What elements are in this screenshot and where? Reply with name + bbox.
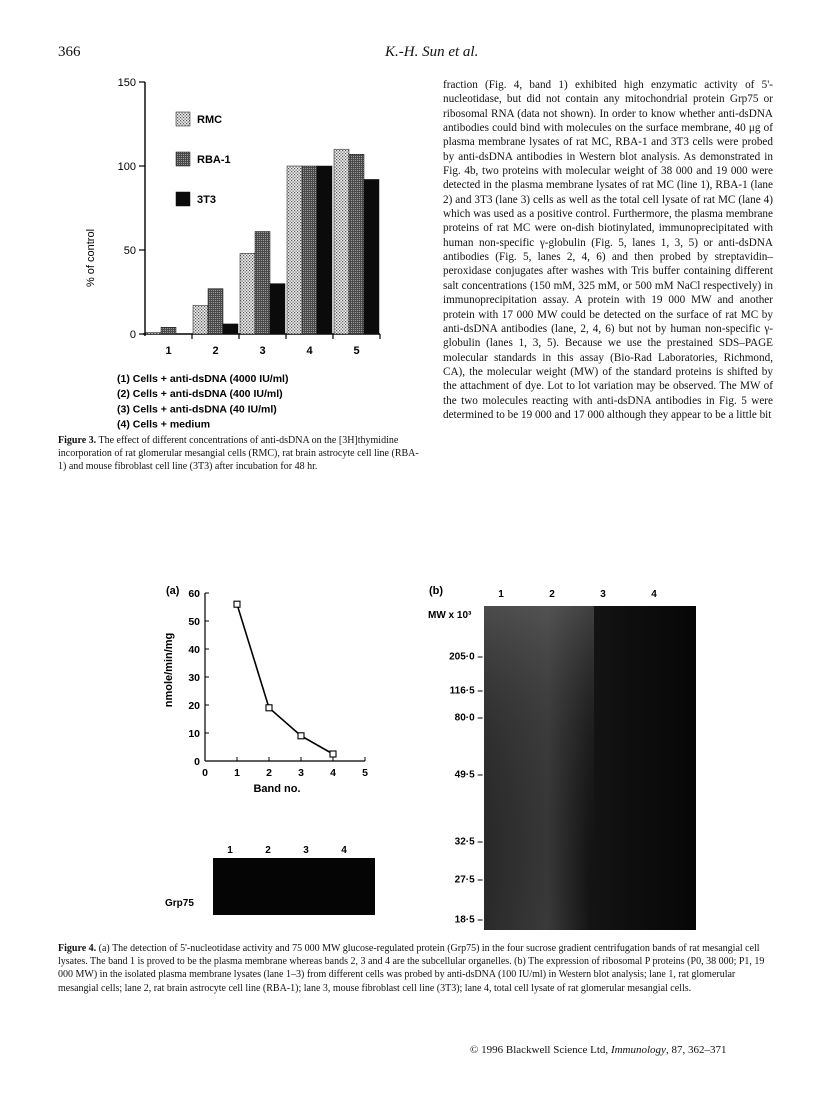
y-tick-label: 10 xyxy=(188,728,200,740)
bar-3t3-5 xyxy=(364,179,379,334)
grp75-lane-label: 1 xyxy=(227,845,233,856)
y-tick-label: 20 xyxy=(188,700,200,712)
mw-marker-label: 49·5 – xyxy=(454,769,483,781)
bar-rba-1-2 xyxy=(208,289,223,334)
x-tick-label: 0 xyxy=(202,767,208,779)
y-axis-label: nmole/min/mg xyxy=(163,632,175,708)
bar-rba-1-1 xyxy=(161,327,176,334)
legend-label: RMC xyxy=(197,114,223,126)
condition-label: (2) Cells + anti-dsDNA (400 IU/ml) xyxy=(117,388,283,401)
x-tick-label: 5 xyxy=(362,767,368,779)
caption-text: The effect of different concentrations of anti-dsDNA on the [3H]thymidine incorporation of rat glomerular mesangial cells (RMC), rat brain astrocyte cell line (RBA-1) and mouse fibroblast cell line (3T3) after incubation for 48 hr. xyxy=(58,435,419,472)
x-tick-label: 3 xyxy=(259,345,266,357)
caption-label: Figure 3. xyxy=(58,435,97,446)
caption-text: (a) The detection of 5'-nucleotidase activity and 75 000 MW glucose-regulated protein (Grp75) in the four sucrose gradient centrifugation bands of rat mesangial cell lysates. The band 1 is proved to be the plasma membrane whereas bands 2, 3 and 4 are the subcellular organelles. (b) The expression of ribosomal P proteins (P0, 38 000; P1, 19 000 MW) in the isolated plasma membrane lysates (lane 1–3) from different cells was probed by anti-dsDNA (100 IU/ml) in Western blot analysis; lane 1, rat glomerular mesangial cells; lane 2, rat brain astrocyte cell line (RBA-1); lane 3, mouse fibroblast cell line (3T3); lane 4, total cell lysate of rat glomerular mesangial cells. xyxy=(58,943,765,994)
caption-label: Figure 4. xyxy=(58,943,97,954)
condition-label: (1) Cells + anti-dsDNA (4000 IU/ml) xyxy=(117,373,289,385)
panel-b-label: (b) xyxy=(429,585,444,597)
blot-lane-label: 1 xyxy=(498,589,504,600)
legend-label: 3T3 xyxy=(197,194,216,206)
series-line xyxy=(237,604,333,754)
y-tick-label: 0 xyxy=(129,329,136,341)
y-axis-label: % of control xyxy=(85,228,97,288)
mw-marker-label: 32·5 – xyxy=(454,836,483,848)
legend-swatch-rba-1 xyxy=(176,152,190,166)
figure3-caption xyxy=(58,434,423,473)
mw-marker-label: 80·0 – xyxy=(454,712,483,724)
bar-rmc-2 xyxy=(193,305,208,334)
grp75-lane-label: 3 xyxy=(303,845,309,856)
running-head: K.-H. Sun et al. xyxy=(385,44,479,60)
bar-3t3-2 xyxy=(223,324,238,334)
x-tick-label: 5 xyxy=(353,345,360,357)
y-tick-label: 40 xyxy=(188,644,200,656)
western-blot-image-shading xyxy=(484,606,594,930)
grp75-blot-image xyxy=(213,858,375,915)
x-tick-label: 4 xyxy=(330,767,336,779)
volume-pages: , 87, 362–371 xyxy=(665,1044,727,1056)
x-tick-label: 1 xyxy=(234,767,240,779)
bar-3t3-3 xyxy=(270,284,285,334)
condition-label: (4) Cells + medium xyxy=(117,418,211,430)
blot-lane-label: 2 xyxy=(549,589,555,600)
y-tick-label: 50 xyxy=(123,245,136,257)
legend-swatch-rmc xyxy=(176,112,190,126)
body-text xyxy=(443,78,773,422)
y-tick-label: 30 xyxy=(188,672,200,684)
data-point-band-1 xyxy=(234,601,240,607)
legend-label: RBA-1 xyxy=(197,154,231,166)
bar-rmc-5 xyxy=(334,149,349,334)
mw-marker-label: 18·5 – xyxy=(454,914,483,926)
grp75-lane-label: 4 xyxy=(341,845,347,856)
y-tick-label: 60 xyxy=(188,588,200,600)
condition-label: (3) Cells + anti-dsDNA (40 IU/ml) xyxy=(117,403,277,416)
mw-marker-label: 27·5 – xyxy=(454,874,483,886)
figure4a-line-chart xyxy=(160,578,415,938)
blot-lane-label: 4 xyxy=(651,589,657,600)
y-tick-label: 50 xyxy=(188,616,200,628)
body-paragraph: fraction (Fig. 4, band 1) exhibited high enzymatic activity of 5'-nucleotidase, but did not contain any mitochondrial protein Grp75 or ribosomal RNA (data not shown). In order to know whether anti-dsDNA antibodies could bind with molecules on the surface membrane, 40 μg of plasma membrane lysates of rat MC, RBA-1 and 3T3 cells were probed by anti-dsDNA antibodies in Western blot analysis. As demonstrated in Fig. 4b, two proteins with molecular weight of 38 000 and 19 000 were detected in the plasma membrane lysates of rat MC (line 1), RBA-1 (lane 2) and 3T3 (lane 3) cells as well as the total cell lysate of rat MC (lane 4) which was used as a positive control. Furthermore, the plasma membrane proteins of rat MC were on-dish biotinylated, immunoprecipitated with human non-specific γ-globulin (Fig. 5, lanes 1, 3, 5) or anti-dsDNA antibodies (Fig. 5, lanes 2, 4, 6) and then probed by streptavidin–peroxidase conjugates after washes with Tris buffer containing different salt concentrations (150 mM, 325 mM, or 500 mM NaCl respectively) in immunoprecipitation assay. A protein with 19 000 MW and another protein with 17 000 MW could be detected on the surface of rat MC by anti-dsDNA antibodies (lane, 2, 4, 6) but not by human non-specific γ-globulin (lanes 1, 3, 5). Because we use the prestained SDS–PAGE molecular standards in this assay (Bio-Rad Laboratories, Richmond, CA), the molecular weight (MW) of the standard proteins is shifted by the attachment of dye. Lot to lot variation may be observed. The MW of the two molecules reacting with anti-dsDNA antibodies in Fig. 5 were determined to be 19 000 and 17 000 although they appear to be a little bit xyxy=(443,79,773,421)
mw-header: MW x 10³ xyxy=(428,610,472,621)
mw-marker-label: 116·5 – xyxy=(449,685,483,697)
x-tick-label: 1 xyxy=(165,345,172,357)
figure4-caption xyxy=(58,942,778,995)
bar-rba-1-3 xyxy=(255,232,270,334)
x-tick-label: 2 xyxy=(266,767,272,779)
copyright-footer xyxy=(470,1044,726,1056)
panel-a-label: (a) xyxy=(166,585,180,597)
grp75-lane-label: 2 xyxy=(265,845,271,856)
data-point-band-2 xyxy=(266,705,272,711)
copyright-prefix: © 1996 Blackwell Science Ltd, xyxy=(470,1044,611,1056)
x-tick-label: 3 xyxy=(298,767,304,779)
bar-rmc-1 xyxy=(146,332,161,334)
bar-rba-1-4 xyxy=(302,166,317,334)
bar-3t3-4 xyxy=(317,166,332,334)
figure3-bar-chart xyxy=(75,78,425,430)
bar-rba-1-5 xyxy=(349,154,364,334)
journal-name: Immunology xyxy=(610,1044,666,1056)
y-tick-label: 100 xyxy=(117,161,136,173)
data-point-band-3 xyxy=(298,733,304,739)
legend-swatch-3t3 xyxy=(176,192,190,206)
page-number: 366 xyxy=(58,44,81,60)
bar-rmc-3 xyxy=(240,253,255,334)
y-tick-label: 0 xyxy=(194,756,200,768)
mw-marker-label: 205·0 – xyxy=(449,651,483,663)
x-axis-label: Band no. xyxy=(253,783,301,795)
grp75-row-label: Grp75 xyxy=(165,898,194,909)
bar-rmc-4 xyxy=(287,166,302,334)
data-point-band-4 xyxy=(330,751,336,757)
x-tick-label: 2 xyxy=(212,345,219,357)
y-tick-label: 150 xyxy=(117,78,136,89)
x-tick-label: 4 xyxy=(306,345,313,357)
figure4b-western-blot xyxy=(425,578,715,930)
blot-lane-label: 3 xyxy=(600,589,606,600)
